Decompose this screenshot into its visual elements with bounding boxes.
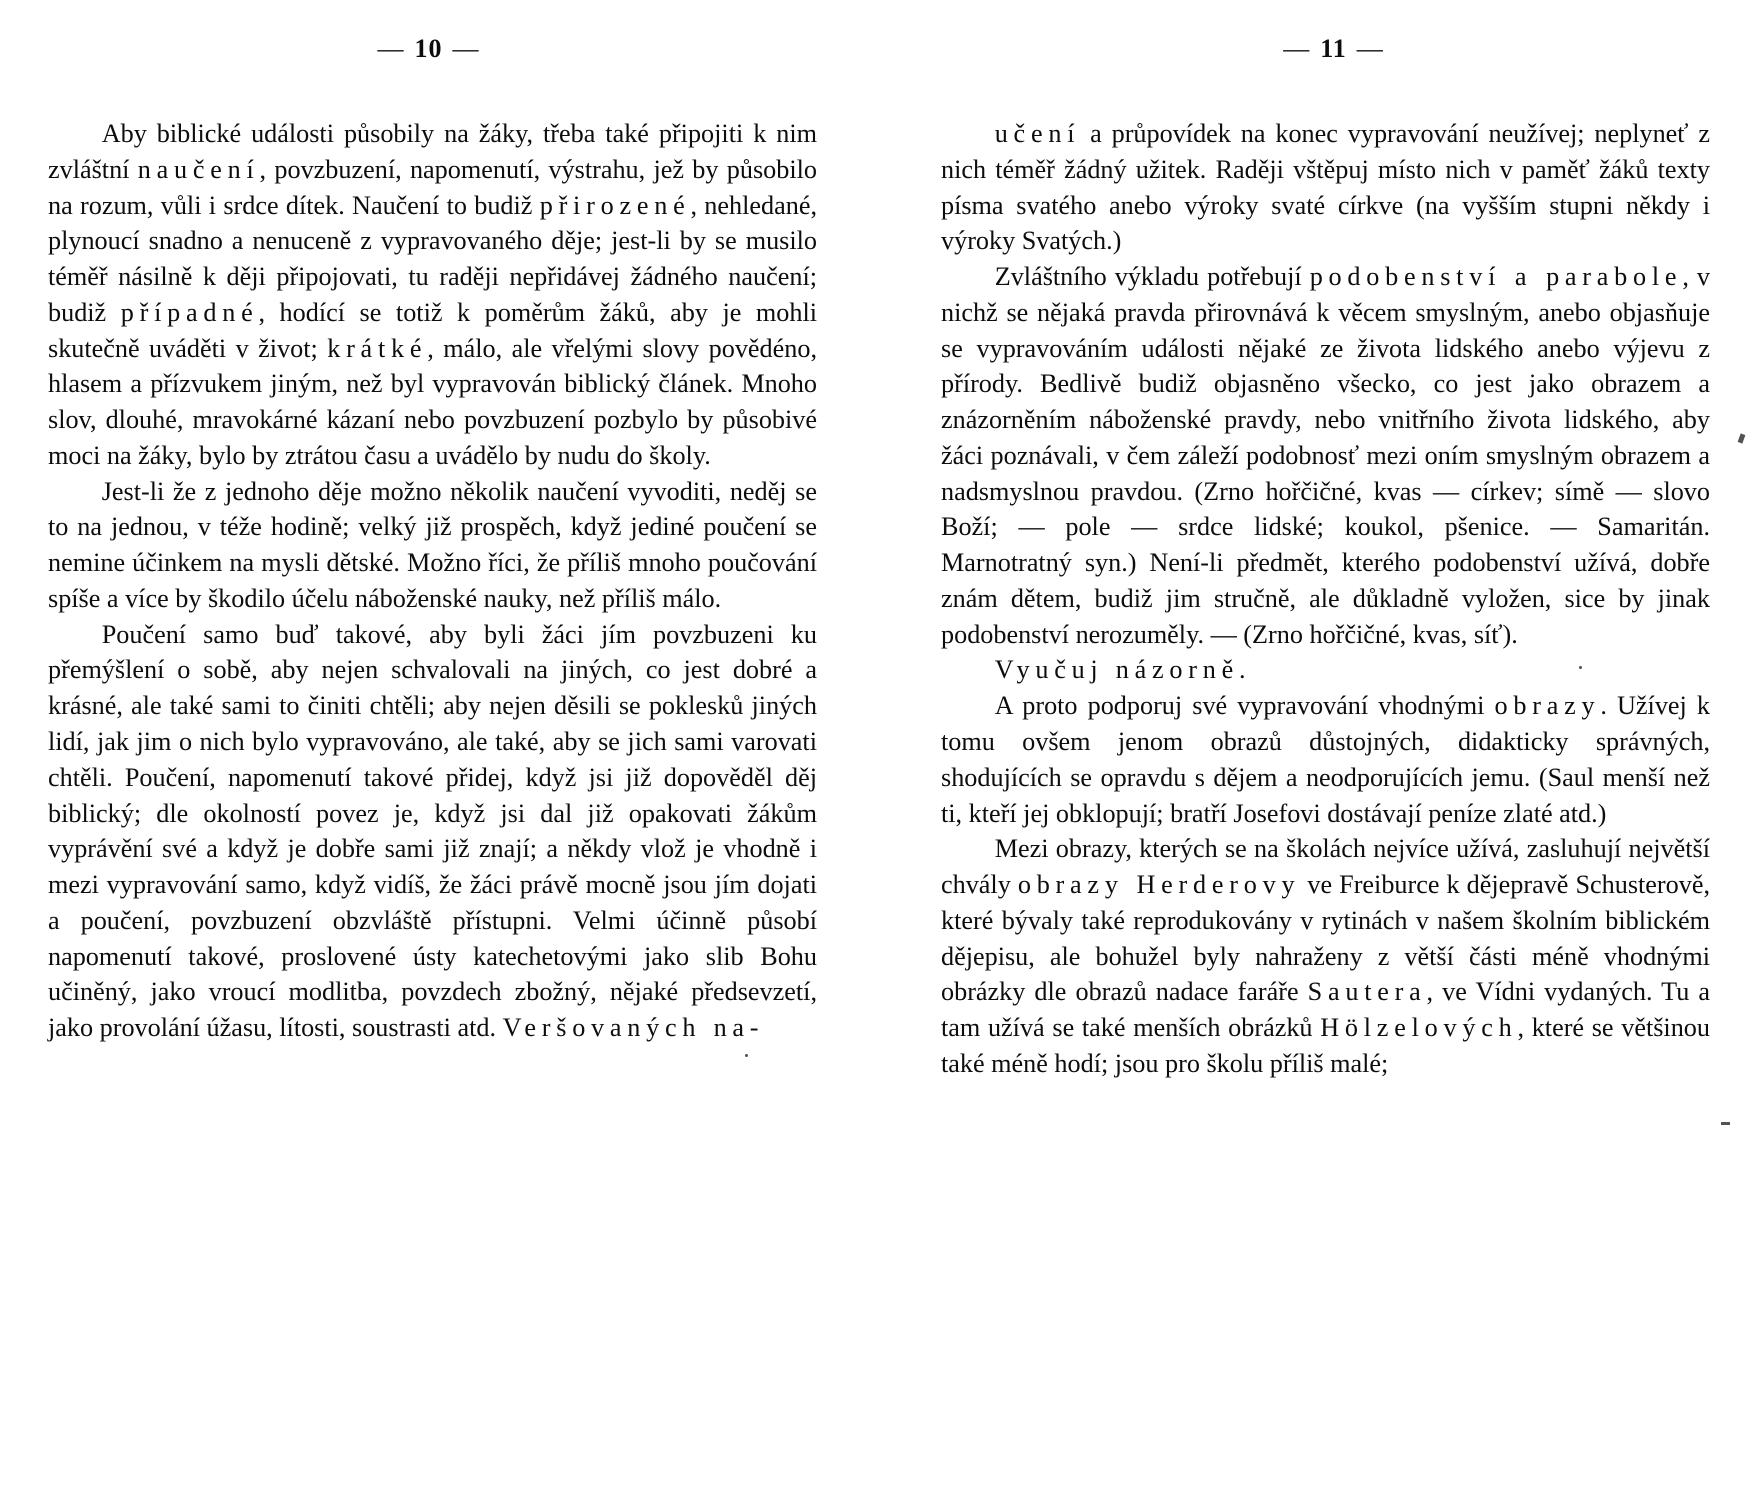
right-column-text	[941, 116, 1710, 1082]
scan-speck	[1721, 1122, 1730, 1125]
folio-dash-left: —	[1283, 34, 1311, 63]
spaced-emphasis: obrazy Herderovy	[1017, 870, 1301, 900]
paragraph: Poučení samo buď takové, aby byli žáci jím povzbuzeni ku přemýšlení o sobě, aby nejen schvalovali na jiných, co jest dobré a krásné, ale také sami to činiti chtěli; aby nejen děsili se poklesků jiných lidí, jak jim o nich bylo vypravováno, ale také, aby se jich sami varovati chtěli. Poučení, napomenutí takové přidej, když jsi již dopověděl děj biblický; dle okolností povez je, když jsi dal již opakovati žákům vyprávění své a když je dobře sami již znají; a někdy vlož je vhodně i mezi vypravování samo, když vidíš, že žáci právě mocně jsou jím dojati a poučení, povzbuzení obzvláště přístupni. Velmi účinně působí napomenutí takové, proslovené ústy katechetovými jako slib Bohu učiněný, jako vroucí modlitba, povzdech zbožný, nějaké předsevzetí, jako provolání úžasu, lítosti, soustrasti atd. Veršovaných na-	[48, 619, 817, 1043]
paragraph: Aby biblické události působily na žáky, třeba také připojiti k nim zvláštní naučení, povzbuzení, napomenutí, výstrahu, jež by působilo na rozum, vůli i srdce dítek. Naučení to budiž přirozené, nehledané, plynoucí snadno a nenuceně z vypravovaného děje; jest-li by se musilo téměř násilně k ději připojovati, tu raději nepřidávej žádného naučení; budiž případné, hodící se totiž k poměrům žáků, aby je mohli skutečně uváděti v život; krátké, málo, ale vřelými slovy povědéno, hlasem a přízvukem jiným, než byl vypravován biblický článek. Mnoho slov, dlouhé, mravokárné kázaní nebo povzbuzení pozbylo by působivé moci na žáky, bylo by ztrátou času a uvádělo by nudu do školy.	[48, 119, 818, 470]
left-column-text	[48, 116, 817, 1046]
spaced-emphasis: Veršovaných na-	[502, 1013, 765, 1043]
folio-dash-right: —	[452, 34, 480, 63]
scan-speck	[1579, 666, 1582, 669]
folio-dash-right: —	[1356, 34, 1384, 63]
spaced-emphasis: případné	[120, 297, 259, 327]
page-number-right	[957, 34, 1710, 64]
spaced-emphasis: krátké	[327, 333, 428, 363]
paragraph: A proto podporuj své vypravování vhodnými obrazy. Užívej k tomu ovšem jenom obrazů důstojných, didakticky správných, shodujících se opravdu s dějem a neodporujících jemu. (Saul menší než ti, kteří jej obklopují; bratří Josefovi dostávají peníze zlaté atd.)	[941, 691, 1710, 828]
spaced-emphasis: Hölzelových	[1320, 1013, 1518, 1043]
scan-speck	[1738, 433, 1746, 443]
folio-number-left: 10	[414, 34, 443, 63]
spaced-emphasis: Sautera	[1307, 977, 1427, 1007]
paragraph	[941, 652, 1710, 688]
page-number-left	[40, 34, 817, 64]
paragraph: Mezi obrazy, kterých se na školách nejvíce užívá, zasluhují největší chvály obrazy Herderovy ve Freiburce k dějepravě Schusterově, které bývaly také reprodukovány v rytinách v našem školním biblickém dějepisu, ale bohužel byly nahraženy z větší části méně vhodnými obrázky dle obrazů nadace faráře Sautera, ve Vídni vydaných. Tu a tam užívá se také menších obrázků Hölzelových, které se většinou také méně hodí; jsou pro školu příliš malé;	[941, 834, 1710, 1078]
folio-number-right: 11	[1320, 34, 1347, 63]
scan-speck	[745, 1054, 748, 1057]
folio-dash-left: —	[377, 34, 405, 63]
spaced-emphasis: učení	[994, 119, 1081, 148]
right-page	[879, 34, 1758, 1500]
paragraph: Zvláštního výkladu potřebují podobenství a parabole, v nichž se nějaká pravda přirovnává k věcem smyslným, anebo objasňuje se vypravováním události nějaké ze života lidského anebo výjevu z přírody. Bedlivě budiž objasněno všecko, co jest jako obrazem a znázorněním náboženské pravdy, nebo vnitřního života lidského, aby žáci poznávali, v čem záleží podobnosť mezi oním smyslným obrazem a nadsmyslnou pravdou. (Zrno hořčičné, kvas — církev; símě — slovo Boží; — pole — srdce lidské; koukol, pšenice. — Samaritán. Marnotratný syn.) Není-li předmět, kterého podobenství užívá, dobře znám dětem, budiž jim stručně, ale důkladně vyložen, sice by jinak podobenství nerozuměly. — (Zrno hořčičné, kvas, síť).	[941, 262, 1710, 649]
spaced-emphasis: naučení	[137, 154, 260, 184]
spaced-emphasis: podobenství a parabole	[1309, 262, 1683, 292]
paragraph: učení a průpovídek na konec vypravování neužívej; neplyneť z nich téměř žádný užitek. Raději vštěpuj místo nich v paměť žáků texty písma svatého anebo výroky svaté církve (na vyšším stupni někdy i výroky Svatých.)	[941, 119, 1710, 256]
left-page	[0, 34, 879, 1500]
spaced-emphasis: obrazy	[1494, 691, 1601, 721]
paragraph: Jest-li že z jednoho děje možno několik naučení vyvoditi, neděj se to na jednou, v téže hodině; velký již prospěch, když jediné poučení se nemine účinkem na mysli dětské. Možno říci, že příliš mnoho poučování spíše a více by škodilo účelu náboženské nauky, než příliš málo.	[48, 476, 817, 613]
spaced-emphasis: Vyučuj názorně.	[994, 655, 1252, 685]
spaced-emphasis: přirozené	[539, 190, 691, 220]
